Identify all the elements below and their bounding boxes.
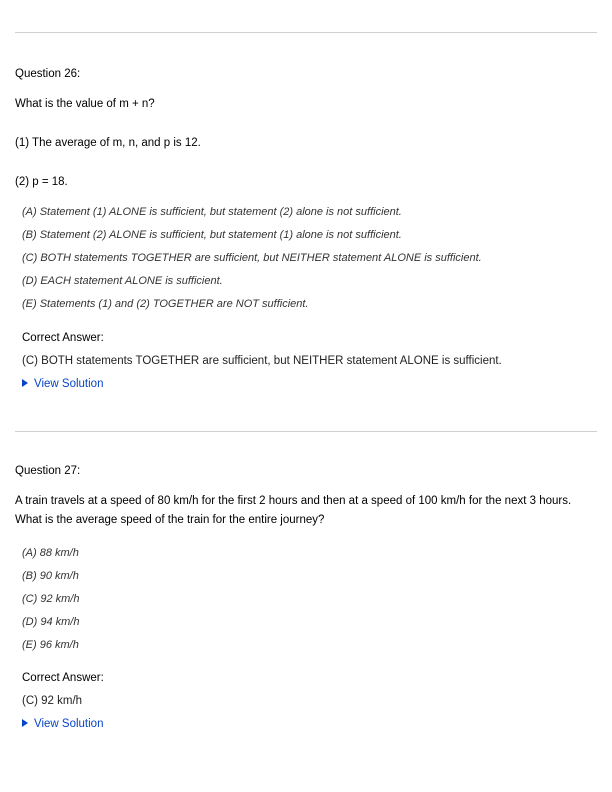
play-triangle-icon — [22, 379, 28, 387]
view-solution-link[interactable] — [22, 377, 103, 391]
question-heading: Question 26: — [15, 68, 81, 80]
option-d: (D) EACH statement ALONE is sufficient. — [22, 275, 223, 287]
question-stem-line-2: What is the average speed of the train for the entire journey? — [15, 514, 325, 526]
option-b: (B) 90 km/h — [22, 570, 79, 582]
view-solution-label: View Solution — [34, 378, 104, 390]
correct-answer-heading: Correct Answer: — [22, 672, 104, 684]
divider — [15, 32, 597, 33]
correct-answer: (C) BOTH statements TOGETHER are sufficient, but NEITHER statement ALONE is sufficient. — [22, 355, 502, 367]
correct-answer: (C) 92 km/h — [22, 695, 83, 707]
question-stem: What is the value of m + n? — [15, 98, 155, 110]
option-a: (A) 88 km/h — [22, 547, 79, 559]
question-stem-line-1: A train travels at a speed of 80 km/h for the first 2 hours and then at a speed of 100 km/h for the next 3 hours. — [15, 495, 572, 507]
option-e: (E) Statements (1) and (2) TOGETHER are NOT sufficient. — [22, 298, 309, 310]
option-b: (B) Statement (2) ALONE is sufficient, but statement (1) alone is not sufficient. — [22, 229, 402, 241]
option-e: (E) 96 km/h — [22, 639, 79, 651]
statement-1: (1) The average of m, n, and p is 12. — [15, 137, 201, 149]
option-c: (C) BOTH statements TOGETHER are sufficient, but NEITHER statement ALONE is sufficient. — [22, 252, 482, 264]
question-heading: Question 27: — [15, 465, 81, 477]
divider — [15, 431, 597, 432]
view-solution-link[interactable] — [22, 717, 103, 731]
option-a: (A) Statement (1) ALONE is sufficient, but statement (2) alone is not sufficient. — [22, 206, 402, 218]
statement-2: (2) p = 18. — [15, 176, 68, 188]
option-c: (C) 92 km/h — [22, 593, 80, 605]
view-solution-label: View Solution — [34, 718, 104, 730]
correct-answer-heading: Correct Answer: — [22, 332, 104, 344]
play-triangle-icon — [22, 719, 28, 727]
option-d: (D) 94 km/h — [22, 616, 80, 628]
